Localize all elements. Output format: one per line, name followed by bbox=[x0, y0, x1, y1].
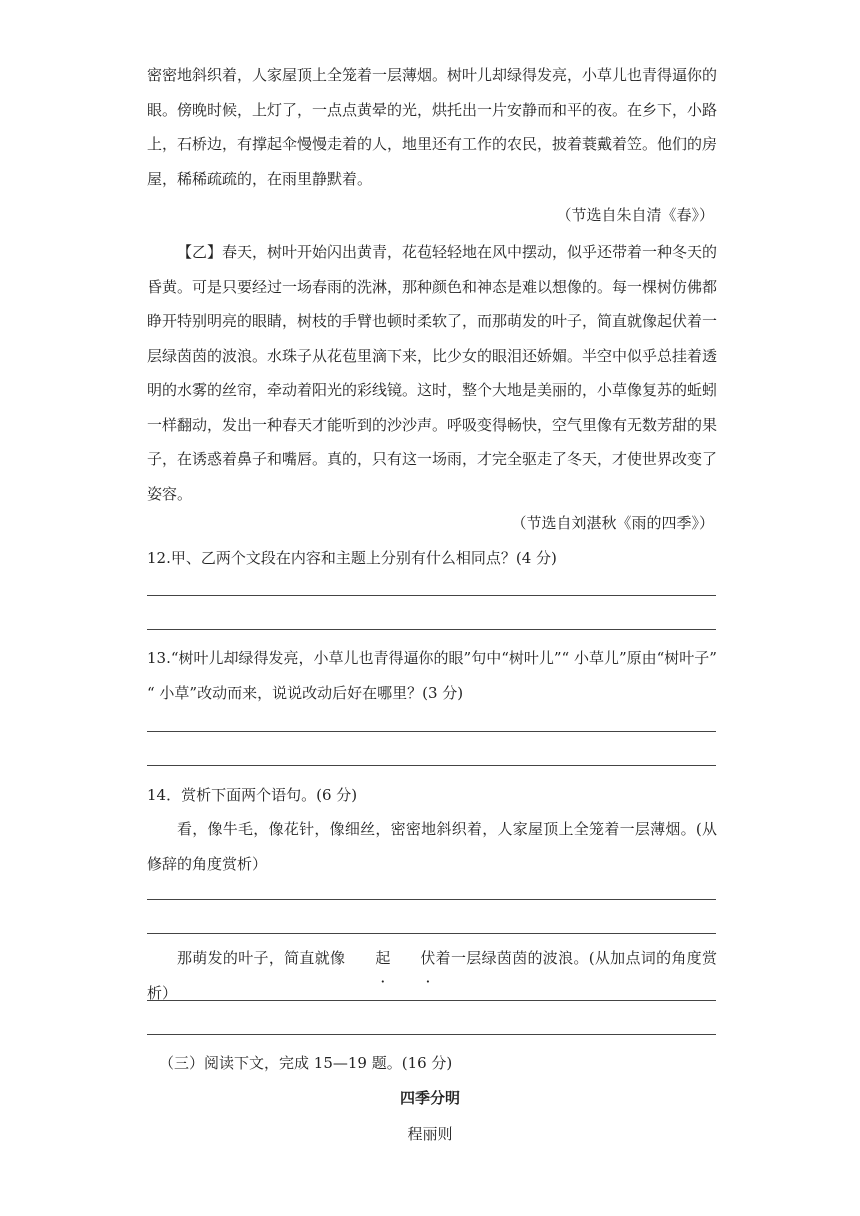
answer-line bbox=[147, 933, 716, 934]
source-jia: （节选自朱自清《春》） bbox=[556, 206, 714, 224]
question-14-item-a: 看，像牛毛，像花针，像细丝，密密地斜织着，人家屋顶上全笼着一层薄烟。(从修辞的角度赏析） bbox=[147, 820, 717, 873]
passage-yi: 【乙】春天，树叶开始闪出黄青，花苞轻轻地在风中摆动，似乎还带着一种冬天的昏黄。可是只要经过一场春雨的洗淋，那种颜色和神态是难以想像的。每一棵树仿佛都睁开特别明亮的眼睛，树枝的手臂也顿时柔软了，而那萌发的叶子，简直就像起伏着一层绿茵茵的波浪。水珠子从花苞里滴下来，比少女的眼泪还娇媚。半空中似乎总挂着透明的水雾的丝帘，牵动着阳光的彩线镜。这时，整个大地是美丽的，小草像复苏的蚯蚓一样翻动，发出一种春天才能听到的沙沙声。呼吸变得畅快，空气里像有无数芳甜的果子，在诱惑着鼻子和嘴唇。真的，只有这一场雨，才完全驱走了冬天，才使世界改变了姿容。 bbox=[147, 243, 718, 503]
question-14: 14．赏析下面两个语句。(6 分) bbox=[147, 786, 358, 804]
emphasis-dot-char: 伏 bbox=[420, 949, 436, 967]
answer-line bbox=[147, 1000, 716, 1001]
answer-line bbox=[147, 595, 716, 596]
question-14-item-b: 那萌发的叶子，简直就像 起 伏着一层绿茵茵的波浪。(从加点词的角度赏析） bbox=[147, 941, 717, 1010]
answer-line bbox=[147, 899, 716, 900]
emphasis-dot-char: 起 bbox=[375, 949, 391, 967]
answer-line bbox=[147, 1034, 716, 1035]
article-title: 四季分明 bbox=[399, 1089, 460, 1107]
article-author: 程丽则 bbox=[407, 1125, 453, 1143]
question-12: 12.甲、乙两个文段在内容和主题上分别有什么相同点？(4 分) bbox=[147, 549, 557, 567]
answer-line bbox=[147, 765, 716, 766]
section-3-heading: （三）阅读下文，完成 15—19 题。(16 分) bbox=[159, 1054, 453, 1072]
source-yi: （节选自刘湛秋《雨的四季》） bbox=[511, 514, 714, 532]
answer-line bbox=[147, 629, 716, 630]
answer-line bbox=[147, 731, 716, 732]
passage-jia-tail: 密密地斜织着，人家屋顶上全笼着一层薄烟。树叶儿却绿得发亮，小草儿也青得逼你的眼。傍晚时候，上灯了，一点点黄晕的光，烘托出一片安静而和平的夜。在乡下，小路上，石桥边，有撑起伞慢慢走着的人，地里还有工作的农民，披着蓑戴着笠。他们的房屋，稀稀疏疏的，在雨里静默着。 bbox=[147, 66, 718, 188]
question-13: 13.“树叶儿却绿得发亮，小草儿也青得逼你的眼”句中“树叶儿”“ 小草儿”原由“树叶子” “ 小草”改动而来，说说改动后好在哪里？(3 分) bbox=[147, 649, 717, 702]
